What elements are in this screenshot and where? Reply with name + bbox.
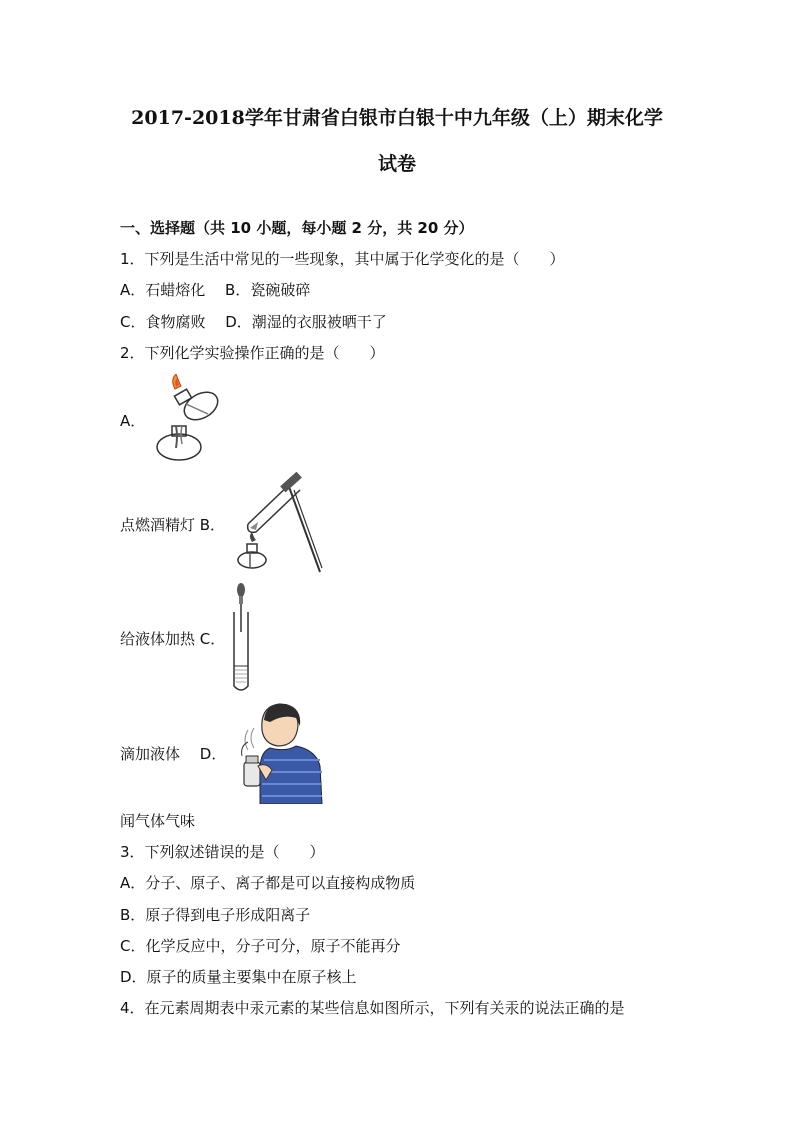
q2-option-a-label: A． — [120, 412, 146, 430]
smelling-gas-figure — [230, 700, 324, 804]
q1-stem: 1．下列是生活中常见的一些现象，其中属于化学变化的是（ ） — [120, 250, 565, 268]
q3-option-b: B．原子得到电子形成阳离子 — [120, 906, 311, 924]
dropper-test-tube-figure — [226, 582, 256, 694]
q4-stem: 4．在元素周期表中汞元素的某些信息如图所示，下列有关汞的说法正确的是 — [120, 999, 625, 1017]
page-title-line1: 2017-2018学年甘肃省白银市白银十中九年级（上）期末化学 — [131, 107, 663, 129]
q2-stem: 2．下列化学实验操作正确的是（ ） — [120, 344, 385, 362]
page-title-line2: 试卷 — [377, 153, 416, 175]
q1-options-cd: C．食物腐败 D．潮湿的衣服被晒干了 — [120, 313, 387, 331]
q3-option-c: C．化学反应中，分子可分，原子不能再分 — [120, 937, 401, 955]
q2-option-b-caption-c-label: 给液体加热 C． — [120, 630, 226, 648]
q3-option-a: A．分子、原子、离子都是可以直接构成物质 — [120, 874, 416, 892]
section-heading-choice: 一、选择题（共 10 小题，每小题 2 分，共 20 分） — [120, 219, 474, 237]
q1-options-ab: A．石蜡熔化 B．瓷碗破碎 — [120, 281, 311, 299]
alcohol-lamp-lighting-figure — [146, 374, 226, 464]
test-tube-heating-figure — [228, 472, 324, 574]
q3-stem: 3．下列叙述错误的是（ ） — [120, 843, 325, 861]
q3-option-d: D．原子的质量主要集中在原子核上 — [120, 968, 357, 986]
q2-option-d-caption: 闻气体气味 — [120, 812, 196, 830]
q2-option-a-caption-b-label: 点燃酒精灯 B． — [120, 516, 226, 534]
q2-option-c-caption-d-label: 滴加液体 D． — [120, 745, 227, 763]
